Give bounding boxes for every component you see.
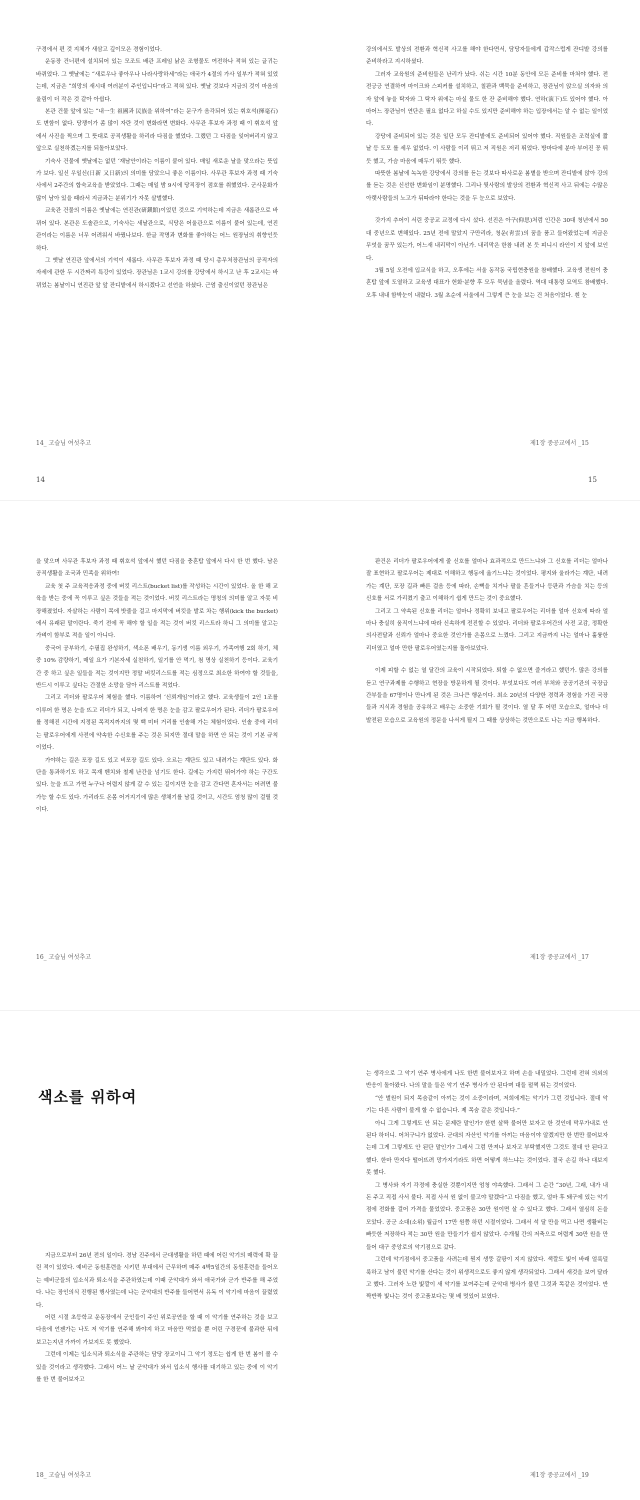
paragraph: 그리고 리더와 팔로우어 체험을 했다. 이름하여 ‘신뢰게임’이라고 했다. 교육생들이 2인 1조를 이루어 한 명은 눈을 뜨고 리더가 되고, 나머지 한 명은 눈을 감고 팔로우어가 된다. 리더가 팔로우어를 정해진 시간에 지정된 목적지까지의 몇 백 미터 거리를 인솔해 가는 체험이었다. 인솔 중에 리더는 팔로우어에게 사전에 약속한 수신호를 주는 것은 되지만 절대 말을 하면 안 되는 것이 기본 규칙이었다. [36, 695, 278, 752]
paragraph: 판건은 리더가 팔로우어에게 줄 신호를 얼마나 효과적으로 만드느냐와 그 신호를 리더는 얼마나 잘 표현하고 팔로우어는 제대로 이해하고 행동에 옮기느냐는 것이었다. 평지와 울라가는 계단, 내려가는 계단, 포장 길과 빠른 걸음 등에 따라, 손뼉을 치거나 팔을 흔들거나 등판과 가슴을 치는 등의 신호를 서로 가리켰기 출고 이해하기 쉽게 만드는 것이 중요했다. [366, 559, 608, 603]
page-footer: 14_ 고슬님 여섯추고 [36, 440, 92, 447]
page-19-text [366, 1068, 608, 1304]
page-18-text [36, 1250, 278, 1386]
paragraph: 그런데 악기점에서 중고품을 사려는데 뭔지 생뚱 갈팡이 지지 않았다. 색깔도 빛이 바래 얼룩덜룩하고 남이 불던 악기를 산다는 것이 위생적으로도 좋지 않게 생각되었다. 그래서 새것을 보여 달라고 했다. 그러자 노란 빛깔이 새 악기를 보여주는데 군악대 병사가 불던 그것과 똑같은 것이었다. 반짝반짝 빛나는 것이 중고품보다는 몇 배 멋있어 보였다. [366, 1257, 608, 1301]
paragraph: 그 옛날 연진관 앞에서의 기억이 새롭다. 사무관 후보자 과정 때 당시 총무처장관님의 공직자의 자세에 관한 두 시간짜리 특강이 있었다. 장관님은 1교시 강의를 강당에서 하시고 난 후 2교시는 바뀌었는 봄날이니 연진관 앞 앞 잔디밭에서 하시겠다고 선언을 하셨다. 근엄 출신이었던 장관님은 [36, 257, 278, 289]
page-footer: 제1장 중공교에서 _15 [530, 440, 589, 447]
page-footer: 제1장 중공교에서 _19 [530, 1472, 589, 1479]
paragraph: 지금으로부터 26년 전의 일이다. 경남 진주에서 군대생활을 하던 때에 어린 악기의 매력에 확 끌린 적이 있었다. 예비군 동원훈련을 시키던 부대에서 근무하며 매주 4박5일간의 동원훈련을 들어오는 예비군들의 입소식과 퇴소식을 주관하였는데 이때 군악대가 와서 애국가와 군가 반주를 해 주었다. 나는 장인의식 진행된 행사였는데 나는 군악대의 반주를 들어면서 유독 이 악기에 마음이 끌렸었다. [36, 1253, 278, 1309]
page-number: 15 [588, 476, 597, 484]
paragraph: 가야하는 길은 포장 길도 있고 비포장 길도 있다. 오르는 계단도 있고 내려가는 계단도 있다. 화단을 통과하기도 하고 목재 벤치와 철제 난간을 넘기도 한다. 길에는 가지런 뛰어가야 하는 구간도 있다. 눈을 뜨고 가면 누구나 어렵지 않게 갈 수 있는 길이지만 눈을 감고 간다면 혼자서는 어려면 불가능 할 수도 있다. 가리라도 온몸 어거지기에 많은 생채기를 남길 것이고, 시간도 엄청 많이 걸릴 것이다. [36, 757, 278, 814]
paragraph: 어린 시절 초등학교 운동장에서 군인들이 주인 위로공연을 할 때 이 악기를 연주하는 것을 보고 다음에 언젠가는 나도 저 악기를 연주해 봐야지 하고 마음만 먹었을 뿐 어린 구경꾼에 불과한 뒤에 보고는지낸 가까이 가보지도 못 했었다. [36, 1315, 278, 1346]
paragraph: 아니 그게 그렇게도 안 되는 문제란 말인가? 한번 살짝 불어만 보자고 한 것인데 막무가내로 안 된다 하더니. 어처구니가 없었다. 군대의 자산인 악기를 아끼는 마음이야 알겠지만 한 번만 불어보자는데 그게 그렇게도 안 된단 말인가? 그래서 그럼 만져나 보자고 부탁했지만 그것도 절대 안 된다고 했다. 한마 만지다 떨어뜨려 망가지기라도 하면 어떻게 하느냐는 것이었다. 결국 손길 하나 대보지 못 했다. [366, 1120, 608, 1177]
paragraph: 는 생각으로 그 악기 연주 병사에게 나도 한번 불어보자고 하며 손을 내밀었다. 그런데 전혀 의외의 반응이 돌아왔다. 나의 말을 들은 악기 연주 병사가 안 된다며 대들 펄쩍 뛰는 것이었다. [366, 1071, 608, 1090]
paragraph: 본관 건물 앞에 있는 “내一生 祖國과 民族을 위하여”라는 문구가 음각되어 있는 휘호석(揮毫石)도 변함이 없다. 당쟁이가 좀 많이 자란 것이 변화라면 변화다. 사무관 후보자 과정 때 이 휘호석 앞에서 사진을 찍으며 그 뜻대로 공직생활을 하리라 다짐을 했었다. 그랬던 그 다짐을 잊어버리지 않고 앞으로 실천하겠는지를 되돌아보았다. [36, 109, 278, 153]
paragraph: 그러자 교육원의 준비원들은 난리가 났다. 쉬는 시간 10분 동안에 모든 준비를 마쳐야 했다. 전전긍긍 연결하여 마이크와 스피커를 설치하고, 칠판과 백묵을 준비하고, 장관님이 앉으실 의자와 의자 앞에 놓을 탁자와 그 탁자 위에는 마실 물도 한 잔 준비해야 했다. 연하(演下)도 있어야 했다. 아마어느 장관님이 연단은 필요 없다고 하실 수도 있지만 준비해야 하는 입장에서는 알 수 없는 일이었다. [366, 71, 608, 128]
paragraph: 강의에서도 발상의 전환과 혁신적 사고를 해야 한다면서, 담당자들에게 갑작스럽게 잔디밭 강의를 준비하라고 지시하셨다. [366, 47, 608, 66]
paragraph: 구경에서 편 것 지체가 새삼고 깊이모은 경험이었다. [36, 47, 162, 53]
paragraph: 교육 첫 주 교육적응과정 중에 버킷 리스트(bucket list)를 작성하는 시간이 있었다. 올 한 해 교육을 받는 중에 꼭 이루고 싶은 것들을 적는 것이었다. 버킷 리스트라는 명칭의 의미를 알고 자못 비장해졌었다. 자살하는 사람이 목에 밧줄을 걸고 마지막에 버킷을 발로 차는 행위(kick the bucket)에서 유래된 말이란다. 죽기 전에 꼭 해야 할 일을 적는 것이 버킷 리스트라 하니 그 의미를 알고는 가벼이 함부로 적을 일이 아니다. [36, 583, 278, 640]
page-number: 14 [36, 476, 45, 484]
page-14-text [36, 44, 278, 292]
page-footer: 제1장 중공교에서 _17 [530, 954, 589, 961]
paragraph: 을 맞으며 사무관 후보자 과정 때 휘호석 앞에서 했던 다짐을 충혼탑 앞에서 다시 한 번 했다. 남은 공직생활을 조국과 민족을 위하여! [36, 559, 278, 578]
paragraph: “안 벌원이 되지 목숨같이 아끼는 것이 소중이라며, 저희에게는 악기가 그런 것입니다. 절대 악기는 다른 사람이 불게 할 수 없습니다. 제 목숨 같은 것입니다.” [366, 1095, 608, 1115]
page-footer: 16_ 고슬님 여섯추고 [36, 954, 92, 961]
paragraph: 교육관 건물의 이름은 옛날에는 연진관(硏鎭館)이었던 것으로 기억하는데 지금은 새롭관으로 바뀌어 있다. 본관은 도솔관으로, 기숙사는 새날관으로, 식당은 어울관으로 이름이 붙어 있는데, 연진관이라는 이름은 너무 어려워서 바꿨나보다. 한글 작명과 변화를 좋아하는 어느 원장님의 취향인듯하다. [36, 208, 278, 252]
paragraph: 중국어 공부하기, 수필집 완성하기, 색소폰 배우기, 동기생 이름 외우기, 가족여행 2회 하기, 체중 10% 감량하기, 매일 요가 기본자세 실천하기, 일기를 안 먹기, 첨 명상 실천하기 등이다. 교육기간 중 하고 싶은 일들을 적는 것이지만 정말 버킷리스트를 적는 심정으로 최소한 하여야 할 것들을, 반드시 이루고 싶다는 간절한 소망을 담아 리스트를 적었다. [36, 645, 278, 690]
paragraph: 3월 5일 오전에 입교식을 하고, 오후에는 서울 동작동 국립현충원을 참배했다. 교육생 전원이 충혼탑 앞에 도열하고 교육생 대표가 헌화·분향 후 모두 묵념을 올렸다. 역대 대통령 묘역도 참배했다. 오후 내내 함박눈이 내렸다. 3월 초순에 서울에서 그렇게 큰 눈을 보는 건 처음이었다. 흰 눈 [366, 267, 608, 299]
page-17-text [366, 556, 608, 727]
page-footer: 18_ 고슬님 여섯추고 [36, 1472, 92, 1479]
chapter-title: 색소를 위하여 [38, 1088, 138, 1106]
paragraph: 그리고 그 약속된 신호를 리더는 얼마나 정확히 보내고 팔로우어는 리더를 얼마 신호에 따라 얼마나 충실히 움직이느냐에 따라 신속하게 전진할 수 있었다. 리더와 팔로우어간의 사전 교감, 정확한 의사전달과 신뢰가 얼마나 중요한 것인가를 은몸으로 느꼈다. 그리고 지금까지 나는 얼마나 훌륭한 리더였고 얼마 만한 팔로우어였는지를 돌아보았다. [366, 608, 608, 652]
paragraph: 갓가지 추어이 서린 중공교 교정에 다시 섰다. 선진은 아구(仰思)처럼 인간은 30대 청년에서 50대 중년으로 변해있다. 25년 전에 말았지 구만리라, 청운(靑雲)의 꿈을 품고 들어왔었는데 지금은 무엇을 꿈꾸 있는가, 어느새 내리막이 아닌가. 내리막은 한참 내려 본 듯 피니시 라인이 지 앞에 보인다. [366, 218, 608, 262]
page-16-text [36, 556, 278, 817]
spread-separator [0, 1010, 640, 1011]
paragraph: 기숙사 건물에 옛날에는 없던 ‘재남안이라는 이름이 붙어 있다. 매일 새로운 날을 맞으라는 뜻입가 보다. 일신 우일신(日新 又日新)의 의미를 담았으니 좋은 이름이다. 사무관 후보자 과정 때 기숙사에서 2주간의 합숙교육을 받았었다. 그때는 매일 밤 9시에 당직장이 점호를 취했었다. 군사문화가 많이 남아 있을 때라서 지금과는 분위기가 자못 살벌했다. [36, 158, 278, 202]
page-15-text [366, 44, 608, 302]
paragraph: 운동장 건너편에 설치되어 있는 모조트 배관 프레임 낡은 조형물도 여전하나 적혀 있는 글귀는 바뀌었다. 그 옛날에는 “새로우나 좋아우나 나라사랑하세”라는 애국가 4절의 가사 일부가 적혀 있었는데, 지금은 “희망의 새시대 여러분이 주인입니다”라고 적혀 있다. 옛날 것보다 지금의 것이 마음의 울림이 더 작은 것 같아 아쉽다. [36, 59, 278, 103]
paragraph: 그런데 이제는 입소식과 퇴소식을 주관하는 담당 장교이니 그 악기 정도는 쉽게 한 번 봄이 볼 수 있을 것이라고 생각했다. 그래서 어느 날 군악대가 와서 입소식 행사를 대기하고 있는 중에 이 악기를 한 번 불어보자고 [36, 1352, 278, 1384]
paragraph: 따뜻한 봄날에 녹녹한 강당에서 강의를 듣는 것보다 따사로운 봄볕을 받으며 잔디밭에 앉아 강의를 듣는 것은 신선한 변화임이 분명했다. 그리나 뒷사람의 발상의 전환과 혁신적 사고 뒤에는 수많은 아랫사람들의 노고가 뒤따라야 한다는 것을 두 눈으로 보았다. [366, 171, 608, 202]
spread-separator [0, 500, 640, 501]
paragraph: 강당에 준비되어 있는 것은 일단 모두 잔디밭에도 준비되어 있어야 했다. 직원들은 조력실에 짧낱 등 도모 를 세우 없었다. 이 사람들 이리 뛰고 저 직원은 저리 뛰었다. 방마다에 분마 부어진 꽁 뛰듯 했고, 가슴 마음에 매두기 뛰듯 했다. [366, 133, 608, 165]
paragraph: 이제 피할 수 없는 열 달간의 교육이 시작되었다. 퇴할 수 없으면 즐거라고 했던가. 많은 강의를 듣고 연구과제를 수행하고 현장을 방문하게 될 것이다. 부엇보다도 여러 부처와 공공기관의 국장급 간부들을 67명이나 만나게 된 것은 크나큰 행운이다. 최소 20년의 다양한 경력과 경험을 가진 국장들과 지식과 경험을 공유하고 배우는 소중한 기회가 될 것이다. 열 달 후 어떤 모습으로, 얼마나 더 발전된 모습으로 교육원의 정문을 나서게 될지 그 때를 상상하는 것만으로도 나는 지금 행복하다. [366, 668, 608, 724]
paragraph: 그 병사와 자기 각정에 충실한 것뿐이지만 엄청 야속했다. 그래서 그 순간 “30년, 그래, 내가 내 돈 주고 직접 사서 불다. 직접 사서 원 없이 불고야 말겠다”고 다짐을 했고, 얼마 후 돼구에 있는 악기점에 전화를 걸어 가격을 물었었다. 중고품은 30만 원이면 살 수 있다고 했다. 그래서 열심히 돈을 모았다. 공군 소대(소위) 월급이 17만 원쯤 하던 시절이었다. 그래서 석 달 만을 먹고 나면 생활비는 빠듯한 저장하다 적는 30만 원을 만들기가 쉽지 않았다. 수개월 간의 저축으로 어렵게 30만 원을 만들어 대구 중앙로의 악기점으로 갔다. [366, 1182, 608, 1251]
